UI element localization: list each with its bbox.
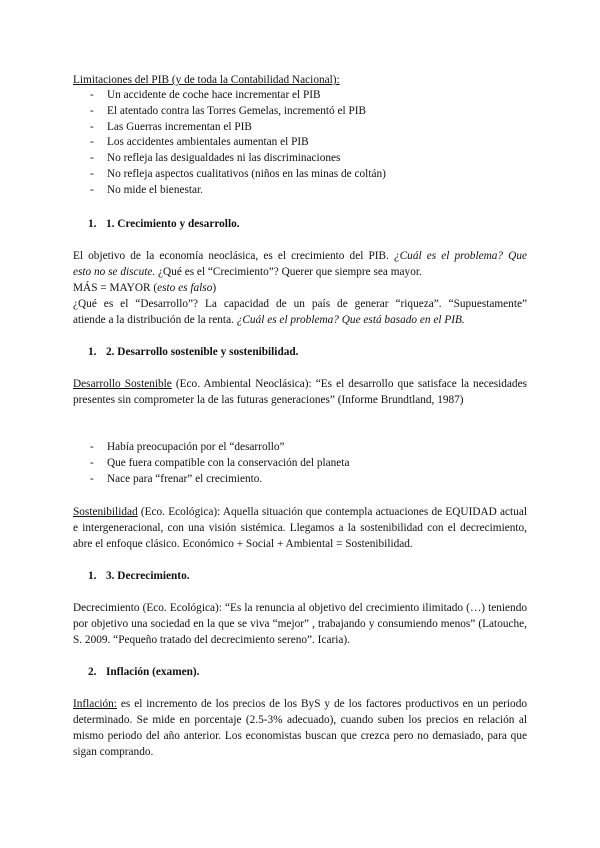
crecimiento-paragraph: El objetivo de la economía neoclásica, es el crecimiento del PIB. ¿Cuál es el problema? Que esto no se discute. ¿Qué es el “Crecimiento”? Querer que siempre sea mayor. MÁS = MAYOR (esto es falso) ¿Qué es el “Desarrollo”? La capacidad de un país de generar “riqueza”. “Supuestamente” atiende a la distribución de la renta. ¿Cuál es el problema? Que está basado en el PIB. [73, 250, 527, 326]
list-item: - Que fuera compatible con la conservación del planeta [90, 456, 350, 469]
limitations-title: Limitaciones del PIB (y de toda la Contabilidad Nacional): [73, 74, 340, 86]
section-heading-decrecimiento: 1. 3. Decrecimiento. [88, 570, 190, 582]
list-item: - No refleja aspectos cualitativos (niños en las minas de coltán) [90, 167, 386, 180]
list-item: - Las Guerras incrementan el PIB [90, 120, 252, 133]
desarrollo-sostenible-paragraph: Desarrollo Sostenible (Eco. Ambiental Neoclásica): “Es el desarrollo que satisface la necesidades presentes sin comprometer la de las futuras generaciones” (Informe Brundtland, 1987) [73, 378, 527, 406]
list-item: - Nace para “frenar” el crecimiento. [90, 472, 263, 485]
section-heading-desarrollo-sostenible: 1. 2. Desarrollo sostenible y sostenibilidad. [88, 346, 299, 358]
decrecimiento-paragraph: Decrecimiento (Eco. Ecológica): “Es la renuncia al objetivo del crecimiento ilimitado (…) teniendo por objetivo una sociedad en la que se viva “mejor” , trabajando y consumiendo menos” (Latouche, S. 2009. “Pequeño tratado del decrecimiento sereno”. Icaria). [73, 602, 527, 646]
list-item: - El atentado contra las Torres Gemelas, incrementó el PIB [90, 104, 367, 117]
desarrollo-list [73, 440, 349, 487]
sostenibilidad-paragraph: Sostenibilidad (Eco. Ecológica): Aquella situación que contempla actuaciones de EQUIDAD actual e intergeneracional, con una visión sistémica. Llegamos a la sostenibilidad con el decrecimiento, abre el enfoque clásico. Económico + Social + Ambiental = Sostenibilidad. [73, 506, 527, 550]
list-item: - Los accidentes ambientales aumentan el PIB [90, 136, 309, 149]
list-item: - No refleja las desigualdades ni las discriminaciones [90, 152, 341, 165]
list-item: - No mide el bienestar. [90, 183, 203, 196]
section-heading-crecimiento: 1. 1. Crecimiento y desarrollo. [88, 218, 240, 230]
inflacion-paragraph: Inflación: es el incremento de los precios de los ByS y de los factores productivos en un periodo determinado. Se mide en porcentaje (2.5-3% adecuado), cuando suben los precios en relación al mismo periodo del año anterior. Los economistas buscan que crezca pero no demasiado, para que sigan comprando. [73, 698, 527, 758]
list-item: - Había preocupación por el “desarrollo” [90, 441, 285, 453]
limitations-list [73, 88, 386, 199]
section-heading-inflacion: 2. Inflación (examen). [88, 666, 200, 678]
list-item: - Un accidente de coche hace incrementar el PIB [90, 89, 321, 101]
